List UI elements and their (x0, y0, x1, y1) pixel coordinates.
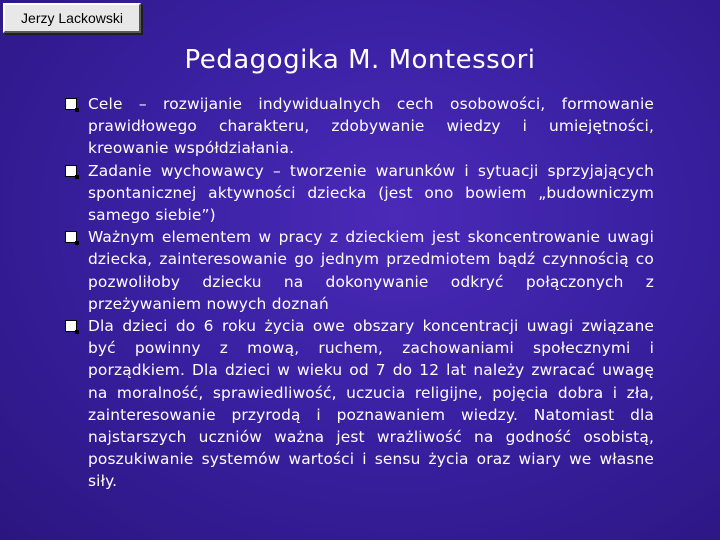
square-bullet-icon (65, 320, 77, 332)
bullet-item (62, 226, 654, 315)
bullet-text: Cele – rozwijanie indywidualnych cech osobowości, formowanie prawidłowego charakteru, zdobywanie wiedzy i umiejętności, kreowanie współdziałania. (88, 95, 654, 158)
bullet-text: Ważnym elementem w pracy z dzieckiem jest skoncentrowanie uwagi dziecka, zainteresowanie go jednym przedmiotem bądź czynnością co pozwoliłoby dziecku na dokonywanie odkryć połączonych z przeżywaniem nowych doznań (88, 228, 654, 313)
bullet-item (62, 315, 654, 493)
author-label: Jerzy Lackowski (3, 3, 141, 33)
bullet-item (62, 93, 654, 160)
bullet-text: Zadanie wychowawcy – tworzenie warunków i sytuacji sprzyjających spontanicznej aktywności dziecka (jest ono bowiem „budowniczym samego siebie”) (88, 161, 654, 225)
bullet-list (62, 93, 654, 493)
bullet-text: Dla dzieci do 6 roku życia owe obszary koncentracji uwagi związane być powinny z mową, ruchem, zachowaniami społecznymi i porządkiem. Dla dzieci w wieku od 7 do 12 lat należy zwracać uwagę na moralność, sprawiedliwość, uczucia religijne, pojęcia dobra i zła, zainteresowanie przyrodą i poznawaniem wiedzy. Natomiast dla najstarszych uczniów ważna jest wrażliwość na godność osobistą, poszukiwanie systemów wartości i sensu życia oraz wiary we własne siły. (88, 317, 654, 491)
bullet-item (62, 160, 654, 227)
square-bullet-icon (65, 165, 77, 177)
slide-title: Pedagogika M. Montessori (184, 45, 536, 75)
square-bullet-icon (65, 231, 77, 243)
square-bullet-icon (65, 98, 77, 110)
